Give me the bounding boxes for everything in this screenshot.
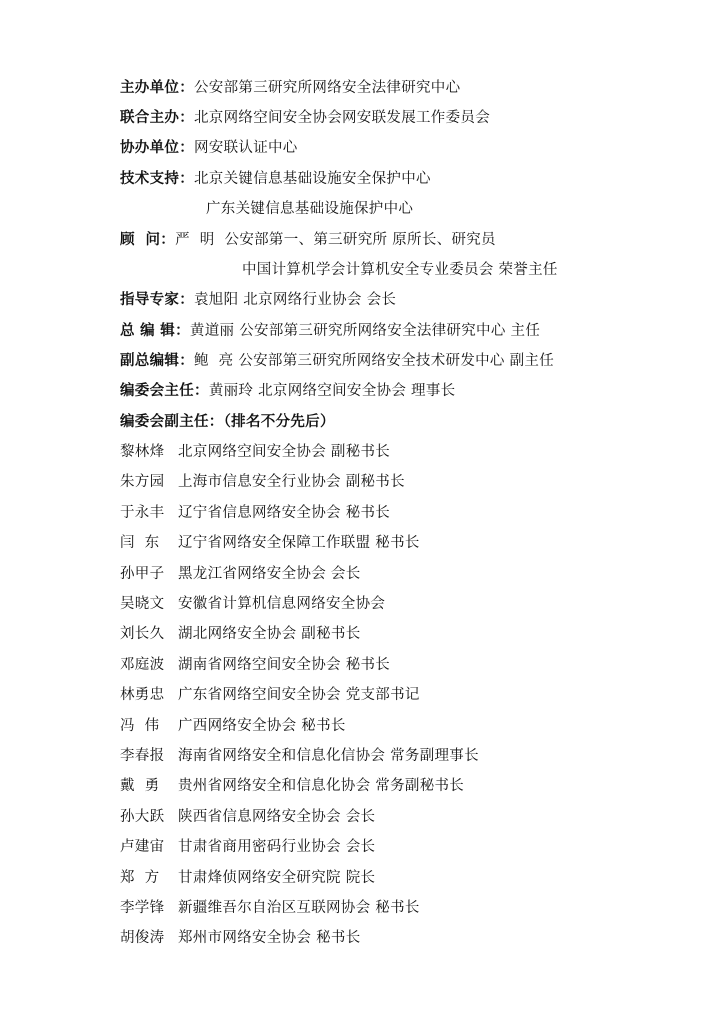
deputy-name: 于永丰 [120, 504, 165, 521]
deputy-name: 李学锋 [120, 900, 165, 916]
co-organizer-label: 协办单位： [120, 139, 194, 156]
host-label: 主办单位： [120, 79, 194, 96]
deputy-org: 广东省网络空间安全协会 党支部书记 [178, 687, 420, 704]
list-item [120, 744, 479, 768]
list-item [120, 470, 405, 494]
committee-director-line [120, 379, 455, 403]
list-item [120, 440, 390, 464]
list-item [120, 714, 346, 738]
tech-support-label: 技术支持： [120, 170, 194, 187]
chief-editor-value: 黄道丽 公安部第三研究所网络安全法律研究中心 主任 [189, 323, 541, 339]
advisor-line-2 [242, 258, 558, 282]
cohost-label: 联合主办： [120, 109, 194, 126]
advisor-title-2: 中国计算机学会计算机安全专业委员会 荣誉主任 [242, 262, 558, 278]
deputy-org: 湖南省网络空间安全协会 秘书长 [178, 656, 391, 673]
list-item [120, 622, 361, 646]
deputy-chief-editor-value: 鲍 亮 公安部第三研究所网络安全技术研发中心 副主任 [194, 353, 555, 369]
deputy-org: 甘肃省商用密码行业协会 会长 [178, 839, 376, 856]
list-item [120, 774, 464, 798]
tech-support-line [120, 167, 431, 191]
list-item [120, 683, 420, 707]
chief-editor-line [120, 319, 540, 343]
deputy-org: 安徽省计算机信息网络安全协会 [178, 596, 386, 612]
deputy-chief-editor-label: 副总编辑： [120, 352, 194, 369]
deputy-org: 湖北网络安全协会 副秘书长 [178, 626, 361, 643]
tech-support-value-1: 北京关键信息基础设施安全保护中心 [194, 171, 431, 187]
list-item [120, 562, 361, 586]
list-item [120, 835, 375, 859]
deputy-org: 辽宁省信息网络安全协会 秘书长 [178, 504, 391, 521]
co-organizer-line [120, 136, 298, 160]
deputy-name: 闫 东 [120, 535, 160, 552]
deputy-name: 郑 方 [120, 869, 160, 886]
deputy-org: 黑龙江省网络安全协会 会长 [178, 565, 361, 582]
deputy-name: 李春报 [120, 748, 165, 764]
advisor-title-1: 公安部第一、第三研究所 原所长、研究员 [224, 232, 496, 248]
list-item [120, 896, 420, 920]
deputy-name: 戴 勇 [120, 778, 160, 795]
guidance-expert-value: 袁旭阳 北京网络行业协会 会长 [194, 292, 397, 308]
list-item [120, 805, 375, 829]
deputy-org: 海南省网络安全和信息化信协会 常务副理事长 [178, 748, 479, 764]
advisor-name: 严 明 [175, 232, 215, 248]
tech-support-value-2: 广东关键信息基础设施保护中心 [206, 201, 414, 217]
chief-editor-label: 总 编 辑： [120, 322, 190, 339]
deputy-name: 孙大跃 [120, 808, 165, 825]
deputy-name: 卢建宙 [120, 839, 165, 856]
deputy-org: 陕西省信息网络安全协会 会长 [178, 808, 376, 825]
deputy-name: 邓庭波 [120, 656, 165, 673]
deputy-org: 甘肃烽侦网络安全研究院 院长 [178, 869, 376, 886]
deputy-org: 辽宁省网络安全保障工作联盟 秘书长 [178, 535, 420, 552]
host-line [120, 76, 460, 100]
committee-director-value: 黄丽玲 北京网络空间安全协会 理事长 [208, 383, 456, 399]
cohost-value: 北京网络空间安全协会网安联发展工作委员会 [194, 110, 490, 126]
host-value: 公安部第三研究所网络安全法律研究中心 [194, 80, 461, 96]
deputy-name: 孙甲子 [120, 565, 165, 582]
advisor-line [120, 228, 496, 252]
deputy-name: 冯 伟 [120, 717, 160, 734]
deputy-name: 胡俊涛 [120, 930, 165, 947]
guidance-expert-line [120, 288, 396, 312]
list-item [120, 866, 375, 890]
deputy-name: 刘长久 [120, 626, 165, 643]
deputy-org: 郑州市网络安全协会 秘书长 [178, 930, 361, 947]
deputy-org: 贵州省网络安全和信息化协会 常务副秘书长 [178, 778, 465, 795]
guidance-expert-label: 指导专家： [120, 291, 194, 308]
deputy-name: 朱方园 [120, 474, 165, 491]
deputy-org: 上海市信息安全行业协会 副秘书长 [178, 474, 405, 491]
deputy-org: 新疆维吾尔自治区互联网协会 秘书长 [178, 900, 420, 916]
deputy-org: 广西网络安全协会 秘书长 [178, 717, 346, 734]
deputy-name: 林勇忠 [120, 687, 165, 704]
deputy-org: 北京网络空间安全协会 副秘书长 [178, 444, 391, 460]
deputy-name: 黎林烽 [120, 444, 165, 460]
cohost-line [120, 106, 490, 130]
list-item [120, 531, 420, 555]
advisor-label: 顾 问： [120, 231, 176, 248]
co-organizer-value: 网安联认证中心 [194, 140, 298, 156]
list-item [120, 501, 390, 525]
list-item [120, 926, 361, 950]
committee-director-label: 编委会主任： [120, 382, 209, 399]
deputy-name: 吴晓文 [120, 596, 165, 612]
committee-deputy-heading: 编委会副主任：（排名不分先后） [120, 413, 335, 430]
list-item [120, 653, 390, 677]
list-item [120, 592, 385, 616]
deputy-chief-editor-line [120, 349, 554, 373]
tech-support-line-2 [206, 197, 413, 221]
